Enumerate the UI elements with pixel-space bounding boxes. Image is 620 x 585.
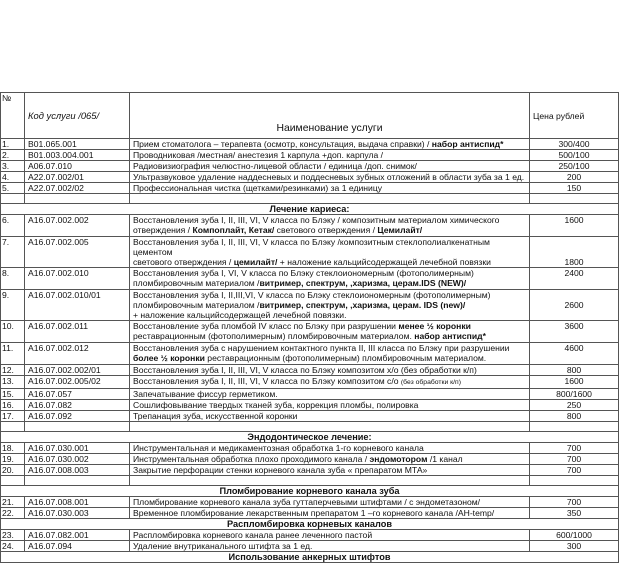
- row-name-line: Восстановления зуба I, II, III, VI, V класса по Блэку / композитным материалом химического: [133, 215, 500, 225]
- row-name: Ультразвуковое удаление наддесневых и поддесневых зубных отложений в области зуба за 1 ед.: [130, 172, 530, 183]
- row-name-line: Восстановления зуба I, VI, V класса по Блэку стеклоиономерным (фотополимерным): [133, 268, 474, 278]
- row-name-bold: Цемилайт/: [377, 225, 423, 235]
- section-title: Распломбировка корневых каналов: [1, 519, 619, 530]
- row-name-bold: витример, спектрум, ,харизма, церам. IDS (new)/: [259, 300, 466, 310]
- row-code: А16.07.094: [25, 541, 130, 552]
- blank-row: [1, 422, 619, 432]
- section-title: Лечение кариеса:: [1, 204, 619, 215]
- row-name: Проводниковая /местная/ анестезия 1 карпула +доп. карпула /: [130, 150, 530, 161]
- table-row: [1, 161, 619, 172]
- row-code: А16.07.082: [25, 400, 130, 411]
- row-name-bold: набор антиспид*: [414, 331, 486, 341]
- row-name: [130, 268, 530, 290]
- row-code: В01.065.001: [25, 139, 130, 150]
- row-price: 300: [530, 541, 619, 552]
- row-price: 350: [530, 508, 619, 519]
- row-name: [130, 290, 530, 321]
- table-row: [1, 343, 619, 365]
- row-code: А16.07.030.003: [25, 508, 130, 519]
- row-price: 500/100: [530, 150, 619, 161]
- row-name-line: светового отверждения /: [133, 257, 234, 267]
- row-code: А16.07.057: [25, 389, 130, 400]
- row-number: 9.: [1, 290, 25, 321]
- row-code: А16.07.002.012: [25, 343, 130, 365]
- row-name: Закрытие перфорации стенки корневого канала зуба « препаратом МТА»: [130, 465, 530, 476]
- row-name: [130, 237, 530, 268]
- row-number: 16.: [1, 400, 25, 411]
- row-code: А16.07.008.003: [25, 465, 130, 476]
- row-number: 21.: [1, 497, 25, 508]
- table-row: [1, 530, 619, 541]
- section-row-filling: [1, 486, 619, 497]
- row-name: [130, 343, 530, 365]
- row-name: Удаление внутриканального штифта за 1 ед.: [130, 541, 530, 552]
- row-number: 6.: [1, 215, 25, 237]
- row-name-bold: более ½ коронки: [133, 353, 205, 363]
- row-number: 11.: [1, 343, 25, 365]
- row-price: 700: [530, 443, 619, 454]
- row-name-text: + наложение кальцийсодержащей лечебной повязки: [277, 257, 491, 267]
- row-name: [130, 215, 530, 237]
- table-row: [1, 465, 619, 476]
- row-code: А22.07.002/02: [25, 183, 130, 194]
- row-price: 2400: [530, 268, 619, 290]
- row-code: А16.07.030.002: [25, 454, 130, 465]
- row-name-text: светового отверждения /: [274, 225, 378, 235]
- row-name: [130, 321, 530, 343]
- row-name-bold: витример, спектрум, ,харизма, церам.IDS (NEW)/: [259, 278, 467, 288]
- row-code: А16.07.082.001: [25, 530, 130, 541]
- table-row: [1, 443, 619, 454]
- price-list-table: [0, 92, 619, 563]
- table-row: [1, 400, 619, 411]
- row-number: 19.: [1, 454, 25, 465]
- row-name: Трепанация зуба, искусственной коронки: [130, 411, 530, 422]
- row-number: 8.: [1, 268, 25, 290]
- row-price: 800: [530, 411, 619, 422]
- table-row: [1, 497, 619, 508]
- row-name-bold: цемилайт/: [233, 257, 278, 267]
- row-code: А16.07.002.005/02: [25, 376, 130, 389]
- row-name-text: /1 канал: [427, 454, 463, 464]
- blank-row: [1, 194, 619, 204]
- section-title: Использование анкерных штифтов: [1, 552, 619, 563]
- row-name: Профессиональная чистка (щетками/резинками) за 1 единицу: [130, 183, 530, 194]
- row-number: 18.: [1, 443, 25, 454]
- row-price: 1600: [530, 215, 619, 237]
- row-name-note: (без обработки к/п): [400, 379, 461, 386]
- table-row: [1, 172, 619, 183]
- row-name-line: Восстановления зуба I, II, III, VI, V класса по Блэку /композитным стеклополиалкенатным цементом: [133, 237, 490, 257]
- table-row: [1, 411, 619, 422]
- row-name-text: Инструментальная обработка плохо проходимого канала /: [133, 454, 370, 464]
- row-price: 200: [530, 172, 619, 183]
- row-name-line: пломбировочным материалом /: [133, 278, 260, 288]
- row-number: 23.: [1, 530, 25, 541]
- table-row: [1, 454, 619, 465]
- table-row: [1, 268, 619, 290]
- row-name: [130, 376, 530, 389]
- row-number: 2.: [1, 150, 25, 161]
- row-code: А16.07.002.002: [25, 215, 130, 237]
- row-name-text: Прием стоматолога – терапевта (осмотр, консультация, выдача справки) /: [133, 139, 432, 149]
- row-number: 13.: [1, 376, 25, 389]
- row-number: 10.: [1, 321, 25, 343]
- row-name-text: реставрационным (фотополимерным) пломбировочным материалом.: [204, 353, 487, 363]
- row-code: А16.07.002.011: [25, 321, 130, 343]
- section-row-caries: [1, 204, 619, 215]
- section-row-endo: [1, 432, 619, 443]
- row-name-bold: менее ½ коронки: [398, 321, 471, 331]
- row-number: 3.: [1, 161, 25, 172]
- row-price: 800: [530, 365, 619, 376]
- row-name: Инструментальная и медикаментозная обработка 1-го корневого канала: [130, 443, 530, 454]
- row-price: 3600: [530, 321, 619, 343]
- row-name: [130, 139, 530, 150]
- row-code: А16.07.092: [25, 411, 130, 422]
- row-number: 15.: [1, 389, 25, 400]
- row-number: 7.: [1, 237, 25, 268]
- table-row: [1, 139, 619, 150]
- row-code: А16.07.002.010: [25, 268, 130, 290]
- table-row: [1, 290, 619, 321]
- table-header-row: [1, 93, 619, 139]
- row-name: Радиовизиография челюстно-лицевой области / единица /доп. снимок/: [130, 161, 530, 172]
- row-price: 1800: [530, 237, 619, 268]
- row-name: Сошлифовывание твердых тканей зуба, коррекция пломбы, полировка: [130, 400, 530, 411]
- row-name-line: Восстановления зуба с нарушением контактного пункта II, III класса по Блэку при разрушении: [133, 343, 510, 353]
- row-code: А16.07.002.002/01: [25, 365, 130, 376]
- table-row: [1, 376, 619, 389]
- section-row-anchor: [1, 552, 619, 563]
- row-name-line: Восстановление зуба пломбой IV класс по Блэку при разрушении: [133, 321, 399, 331]
- header-price: Цена рублей: [530, 93, 619, 139]
- section-row-unfill: [1, 519, 619, 530]
- row-code: А16.07.008.001: [25, 497, 130, 508]
- row-price: 250: [530, 400, 619, 411]
- row-name-line: отверждения /: [133, 225, 193, 235]
- row-name: Пломбирование корневого канала зуба гуттаперчевыми штифтами / с эндометазоном/: [130, 497, 530, 508]
- row-code: А16.07.002.005: [25, 237, 130, 268]
- table-row: [1, 389, 619, 400]
- row-name-bold: набор антиспид*: [431, 139, 504, 149]
- section-title: Пломбирование корневого канала зуба: [1, 486, 619, 497]
- table-row: [1, 183, 619, 194]
- header-number: №: [1, 93, 25, 139]
- row-name: Восстановления зуба I, II, III, VI, V класса по Блэку композитом х/о (без обработки к/п): [130, 365, 530, 376]
- row-name: [130, 454, 530, 465]
- header-service-name: Наименование услуги: [130, 93, 530, 139]
- table-row: [1, 508, 619, 519]
- blank-row: [1, 476, 619, 486]
- row-price: 150: [530, 183, 619, 194]
- row-code: А16.07.002.010/01: [25, 290, 130, 321]
- table-row: [1, 237, 619, 268]
- row-price: 700: [530, 454, 619, 465]
- row-number: 20.: [1, 465, 25, 476]
- row-number: 12.: [1, 365, 25, 376]
- row-price: 300/400: [530, 139, 619, 150]
- row-name-text: Восстановления зуба I, II, III, VI, V класса по Блэку композитом с/о: [133, 376, 401, 386]
- row-name-line: реставрационным (фотополимерным) пломбировочным материалом.: [133, 331, 415, 341]
- row-number: 17.: [1, 411, 25, 422]
- row-name: Временное пломбирование лекарственным препаратом 1 –го корневого канала /АН-temp/: [130, 508, 530, 519]
- row-price: 1600: [530, 376, 619, 389]
- table-row: [1, 365, 619, 376]
- row-name-line: Восстановления зуба I, II,III,VI, V класса по Блэку стеклоиономерным (фотополимерным): [133, 290, 491, 300]
- row-price: 700: [530, 497, 619, 508]
- section-title: Эндодонтическое лечение:: [1, 432, 619, 443]
- row-price: 250/100: [530, 161, 619, 172]
- row-price: 2600: [530, 290, 619, 321]
- row-name-bold: Компоплайт, Кетак/: [192, 225, 275, 235]
- row-name-line: + наложение кальцийсодержащей лечебной повязки.: [133, 310, 347, 320]
- table-row: [1, 215, 619, 237]
- row-code: А06.07.010: [25, 161, 130, 172]
- row-number: 22.: [1, 508, 25, 519]
- row-number: 1.: [1, 139, 25, 150]
- row-code: В01.003.004.001: [25, 150, 130, 161]
- row-price: 4600: [530, 343, 619, 365]
- header-service-code: Код услуги /065/: [25, 93, 130, 139]
- row-name: Запечатывание фиссур герметиком.: [130, 389, 530, 400]
- row-price: 600/1000: [530, 530, 619, 541]
- row-code: А16.07.030.001: [25, 443, 130, 454]
- row-price: 800/1600: [530, 389, 619, 400]
- row-name: Распломбировка корневого канала ранее леченного пастой: [130, 530, 530, 541]
- table-row: [1, 321, 619, 343]
- row-name-bold: эндомотором: [369, 454, 428, 464]
- row-code: А22.07.002/01: [25, 172, 130, 183]
- price-list-sheet: [0, 92, 620, 563]
- table-row: [1, 150, 619, 161]
- row-number: 24.: [1, 541, 25, 552]
- table-row: [1, 541, 619, 552]
- row-price: 700: [530, 465, 619, 476]
- row-number: 5.: [1, 183, 25, 194]
- row-name-line: пломбировочным материалом /: [133, 300, 260, 310]
- row-number: 4.: [1, 172, 25, 183]
